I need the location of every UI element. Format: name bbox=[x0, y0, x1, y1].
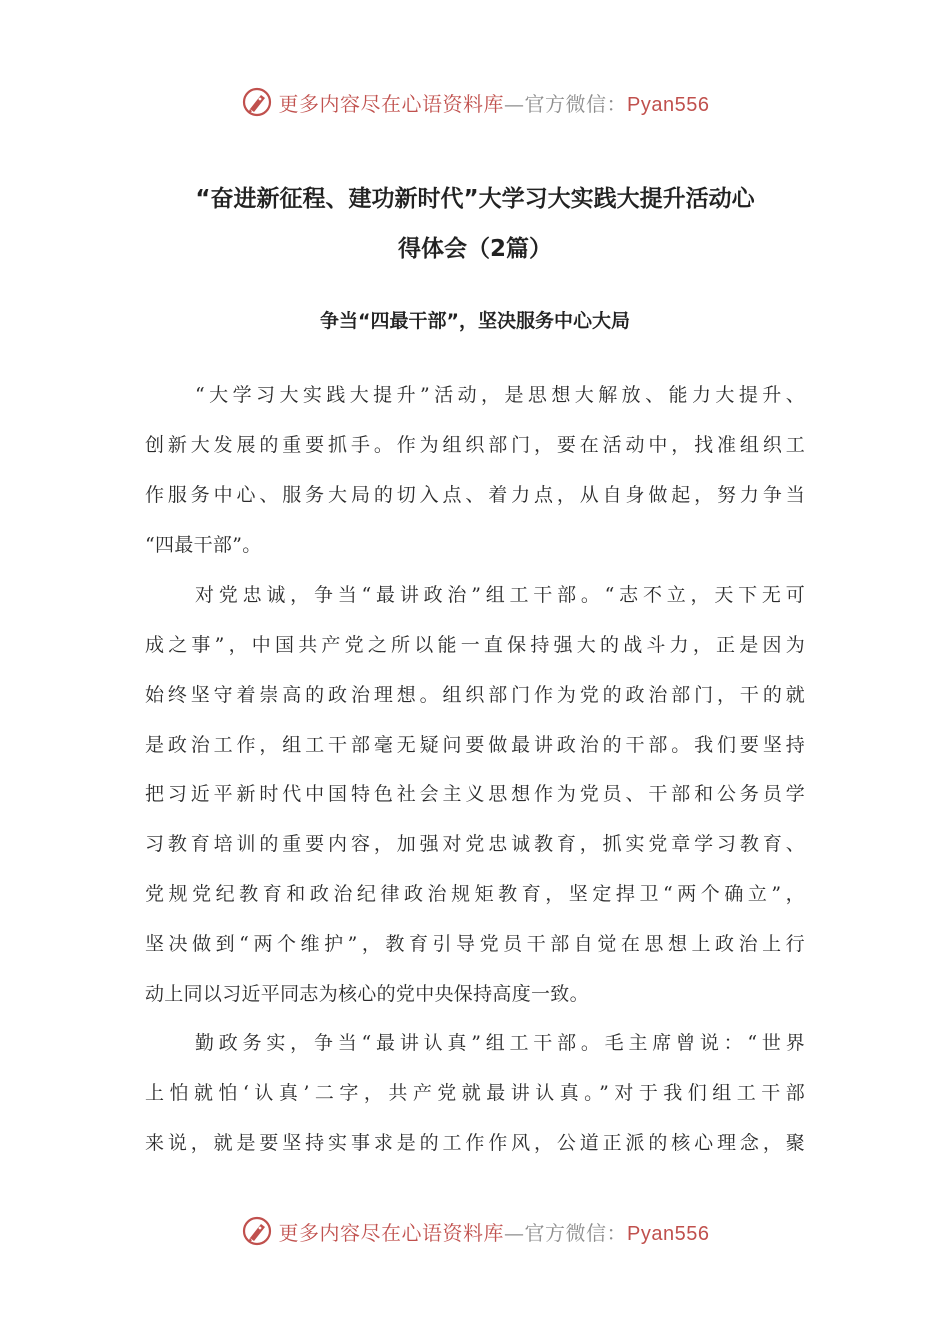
body-line: 党规党纪教育和政治纪律政治规矩教育，坚定捍卫“两个确立”， bbox=[145, 883, 805, 905]
pen-nib-circle-icon bbox=[241, 1215, 273, 1247]
body-line: “四最干部”。 bbox=[145, 534, 262, 556]
body-line: 始终坚守着崇高的政治理想。组织部门作为党的政治部门，干的就 bbox=[145, 684, 805, 706]
banner-site-name: 更多内容尽在心语资料库 bbox=[278, 91, 505, 116]
body-line: 对党忠诚，争当“最讲政治”组工干部。“志不立，天下无可 bbox=[195, 584, 805, 606]
banner-text bbox=[279, 1217, 710, 1246]
body-line: 动上同以习近平同志为核心的党中央保持高度一致。 bbox=[145, 983, 589, 1005]
body-line: 上怕就怕‘认真’二字，共产党就最讲认真。”对于我们组工干部 bbox=[145, 1082, 805, 1104]
body-line: 作服务中心、服务大局的切入点、着力点，从自身做起，努力争当 bbox=[145, 484, 805, 506]
pen-nib-circle-icon bbox=[241, 86, 273, 118]
body-line: 习教育培训的重要内容，加强对党忠诚教育，抓实党章学习教育、 bbox=[145, 833, 805, 855]
body-line: 勤政务实，争当“最讲认真”组工干部。毛主席曾说：“世界 bbox=[195, 1032, 805, 1054]
body-line: 把习近平新时代中国特色社会主义思想作为党员、干部和公务员学 bbox=[145, 783, 805, 805]
body-line: 是政治工作，组工干部毫无疑问要做最讲政治的干部。我们要坚持 bbox=[145, 734, 805, 756]
document-title-line-2: 得体会（2篇） bbox=[397, 236, 552, 262]
body-line: 成之事”，中国共产党之所以能一直保持强大的战斗力，正是因为 bbox=[145, 634, 805, 656]
banner-wechat-label: —官方微信： bbox=[504, 1220, 628, 1245]
footer-banner bbox=[0, 1211, 950, 1251]
document-title-line-1: “奋进新征程、建功新时代”大学习大实践大提升活动心 bbox=[195, 186, 755, 212]
body-line: “大学习大实践大提升”活动，是思想大解放、能力大提升、 bbox=[195, 384, 805, 406]
section-heading: 争当“四最干部”，坚决服务中心大局 bbox=[320, 310, 630, 332]
header-banner bbox=[0, 82, 950, 122]
banner-wechat-id: Pyan556 bbox=[627, 93, 710, 116]
body-line: 坚决做到“两个维护”，教育引导党员干部自觉在思想上政治上行 bbox=[145, 933, 805, 955]
body-line: 来说，就是要坚持实事求是的工作作风，公道正派的核心理念，聚 bbox=[145, 1132, 805, 1154]
banner-site-name: 更多内容尽在心语资料库 bbox=[278, 1220, 505, 1245]
banner-wechat-label: —官方微信： bbox=[504, 91, 628, 116]
banner-wechat-id: Pyan556 bbox=[627, 1222, 710, 1245]
banner-text bbox=[279, 88, 710, 117]
body-line: 创新大发展的重要抓手。作为组织部门，要在活动中，找准组织工 bbox=[145, 434, 805, 456]
